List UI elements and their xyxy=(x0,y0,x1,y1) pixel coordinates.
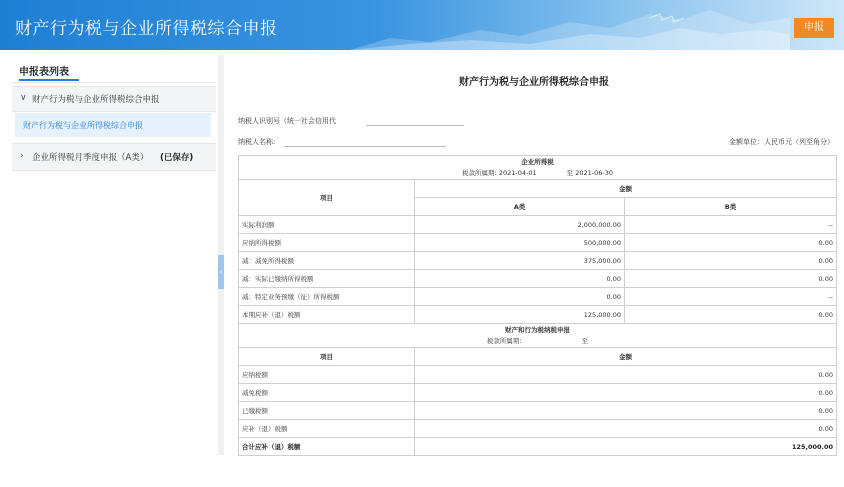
table-row: 应补（退）税额 0.00 xyxy=(239,420,837,438)
taxpayer-name-field[interactable] xyxy=(284,146,446,147)
prop-col-item: 项目 xyxy=(239,348,415,366)
collapse-sidebar-handle[interactable]: ‹ xyxy=(218,255,224,289)
table-row: 应纳税额 0.00 xyxy=(239,366,837,384)
cit-period-row xyxy=(239,166,837,180)
submit-declaration-button[interactable]: 申报 xyxy=(794,18,834,38)
table-row: 减：减免所得税额 375,000.00 0.00 xyxy=(239,252,837,270)
prop-section-title: 财产和行为税纳税申报 xyxy=(239,324,837,335)
sidebar-group-label: 企业所得税月季度申报（A类） xyxy=(32,153,149,163)
form-list-sidebar xyxy=(12,55,216,455)
taxpayer-id-field[interactable] xyxy=(366,125,464,126)
sidebar-group-label: 财产行为税与企业所得税综合申报 xyxy=(32,95,160,105)
table-row: 实际利润额 2,000,000.00 -- xyxy=(239,216,837,234)
amount-cell[interactable]: 0.00 xyxy=(415,288,625,306)
sidebar-group-cit-quarterly[interactable] xyxy=(12,143,216,171)
declaration-table xyxy=(238,155,837,456)
cit-period-start: 2021-04-01 xyxy=(498,169,537,177)
amount-cell: 0.00 xyxy=(415,384,837,402)
total-amount: 125,000.00 xyxy=(415,438,837,456)
cit-col-item: 项目 xyxy=(239,180,415,216)
saved-status-badge: (已保存) xyxy=(160,153,194,163)
form-panel xyxy=(224,55,844,455)
sidebar-title-underline xyxy=(19,79,79,81)
amount-cell: -- xyxy=(625,216,837,234)
table-row: 减：特定业务预缴（征）所得税额 0.00 -- xyxy=(239,288,837,306)
table-row: 减免税额 0.00 xyxy=(239,384,837,402)
cit-col-a: A类 xyxy=(415,198,625,216)
table-row: 减：实际已缴纳所得税额 0.00 0.00 xyxy=(239,270,837,288)
cit-period-label: 税款所属期: xyxy=(462,169,497,177)
table-row: 本期应补（退）税额 125,000.00 0.00 xyxy=(239,306,837,324)
table-row: 应纳所得税额 500,000.00 0.00 xyxy=(239,234,837,252)
form-title: 财产行为税与企业所得税综合申报 xyxy=(459,77,609,88)
sidebar-title: 申报表列表 xyxy=(19,67,69,78)
amount-cell[interactable]: 0.00 xyxy=(625,234,837,252)
great-wall-banner-image xyxy=(350,0,790,50)
chevron-down-icon: ∨ xyxy=(20,93,27,103)
prop-period-label: 税款所属期: xyxy=(486,337,522,345)
cit-col-b: B类 xyxy=(625,198,837,216)
amount-unit-label: 金额单位：人民币元（列至角分） xyxy=(729,138,834,146)
cit-period-to: 至 xyxy=(566,169,574,177)
amount-cell[interactable]: 2,000,000.00 xyxy=(415,216,625,234)
amount-cell: 0.00 xyxy=(415,402,837,420)
sidebar-group-comprehensive[interactable] xyxy=(12,86,216,112)
cit-section-title: 企业所得税 xyxy=(239,156,837,167)
amount-cell[interactable]: 500,000.00 xyxy=(415,234,625,252)
prop-period-to: 至 xyxy=(581,337,589,345)
app-header xyxy=(0,0,844,50)
amount-cell: 0.00 xyxy=(625,306,837,324)
prop-period-row xyxy=(239,334,837,348)
total-row xyxy=(239,438,837,456)
amount-cell: 0.00 xyxy=(415,420,837,438)
taxpayer-id-label: 纳税人识别号（统一社会信用代 xyxy=(238,117,336,125)
amount-cell[interactable]: 0.00 xyxy=(415,270,625,288)
cit-period-end: 2021-06-30 xyxy=(575,169,613,177)
sidebar-item-label: 财产行为税与企业所得税综合申报 xyxy=(23,121,143,130)
amount-cell: -- xyxy=(625,288,837,306)
amount-cell: 0.00 xyxy=(415,366,837,384)
chevron-right-icon: › xyxy=(20,151,24,161)
amount-cell[interactable]: 0.00 xyxy=(625,270,837,288)
sidebar-item-comprehensive-form[interactable] xyxy=(15,113,211,137)
amount-cell[interactable]: 375,000.00 xyxy=(415,252,625,270)
app-title: 财产行为税与企业所得税综合申报 xyxy=(15,19,278,39)
taxpayer-name-label: 纳税人名称: xyxy=(238,138,276,146)
amount-cell: 125,000.00 xyxy=(415,306,625,324)
cit-col-amount: 金额 xyxy=(415,180,837,198)
prop-col-amount: 金额 xyxy=(415,348,837,366)
total-label: 合计应补（退）税额 xyxy=(239,438,415,456)
sidebar-divider xyxy=(12,82,216,83)
amount-cell[interactable]: 0.00 xyxy=(625,252,837,270)
table-row: 已缴税额 0.00 xyxy=(239,402,837,420)
